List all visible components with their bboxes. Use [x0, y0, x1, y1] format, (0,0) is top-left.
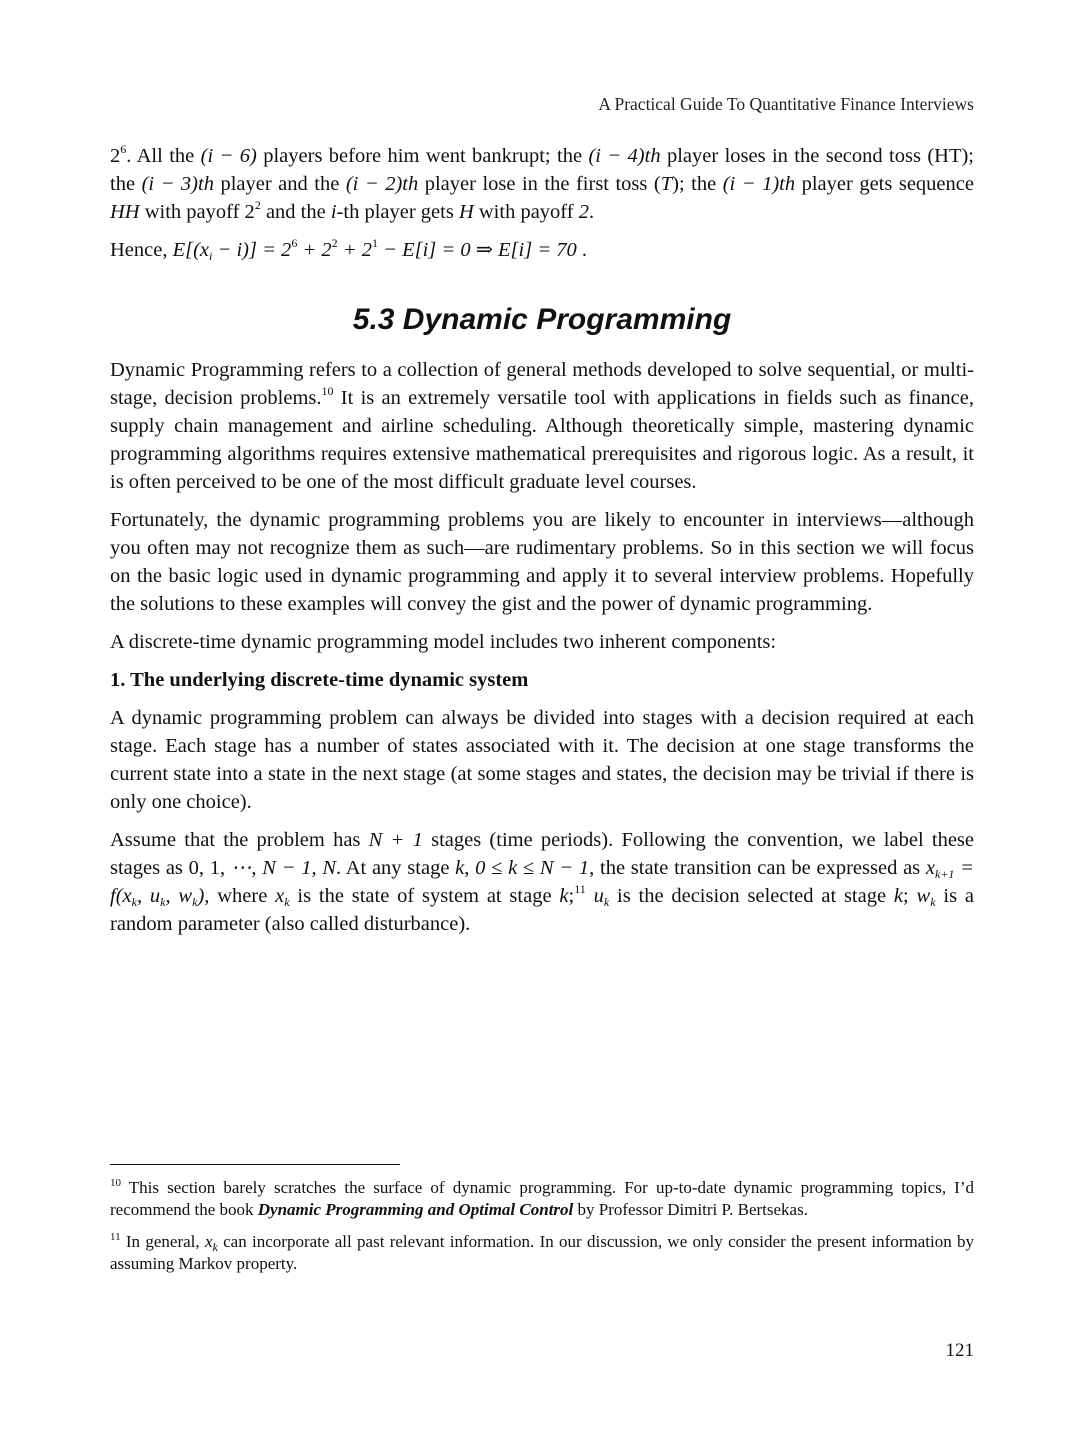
- superscript: 2: [254, 198, 261, 212]
- text: and the: [260, 201, 331, 223]
- math: T: [660, 173, 673, 195]
- text: 2: [110, 145, 121, 167]
- text: by Professor Dimitri P. Bertsekas.: [573, 1200, 808, 1219]
- text: Dynamic Programming refers to a collection of general methods developed to solve sequential, or multi-stage, decision problems.: [110, 359, 974, 409]
- subscript: k: [603, 895, 610, 909]
- text: Assume that the problem has: [110, 829, 369, 851]
- subscript: k: [212, 1240, 218, 1254]
- superscript: 1: [372, 236, 378, 250]
- text: players before him went bankrupt; the: [256, 145, 589, 167]
- math: w: [916, 885, 931, 907]
- footnote-number: 11: [110, 1231, 121, 1243]
- math: − E[i] = 0 ⇒ E[i] = 70: [378, 239, 577, 261]
- math: , w: [165, 885, 193, 907]
- interview-paragraph: Fortunately, the dynamic programming problems you are likely to encounter in interviews—although you often may not recognize them as such—are rudimentary problems. So in this section we will focus on the basic logic used in dynamic programming and apply it to several interview problems. Hopefully the solutions to these examples will convey the gist and the power of dynamic programming.: [110, 509, 974, 615]
- math: , u: [136, 885, 161, 907]
- superscript: 2: [331, 236, 338, 250]
- continuation-paragraph: [110, 142, 974, 226]
- text: player lose in the first toss (: [418, 173, 661, 195]
- running-header: A Practical Guide To Quantitative Finance Interviews: [598, 94, 974, 114]
- text: player gets sequence: [795, 173, 974, 195]
- math: E[(x: [172, 239, 210, 261]
- math: (i − 6): [200, 145, 257, 167]
- text: ;: [903, 885, 917, 907]
- math: N + 1: [368, 829, 423, 851]
- components-paragraph: A discrete-time dynamic programming model includes two inherent components:: [110, 631, 777, 653]
- text: is the state of system at stage: [289, 885, 560, 907]
- stages-paragraph: A dynamic programming problem can always be divided into stages with a decision required at each stage. Each stage has a number of states associated with it. The decision at one stage transforms the current state into a state in the next stage (at some stages and states, the decision may be trivial if there is only one choice).: [110, 707, 974, 813]
- page-number: 121: [945, 1340, 974, 1361]
- text: .: [576, 239, 588, 261]
- subscript: i: [209, 249, 213, 263]
- math: i: [330, 201, 337, 223]
- text: with payoff: [473, 201, 579, 223]
- math: 2: [578, 201, 589, 223]
- footnote-ref-11[interactable]: 11: [574, 882, 586, 896]
- math: (i − 1)th: [722, 173, 796, 195]
- page-content: [110, 142, 974, 948]
- math: ): [197, 885, 205, 907]
- math: (i − 4)th: [588, 145, 661, 167]
- math: 0 ≤ k ≤ N − 1: [475, 857, 590, 879]
- footnotes: [110, 1177, 974, 1285]
- text: ); the: [672, 173, 723, 195]
- math: x: [275, 885, 285, 907]
- text: It is an extremely versatile tool with applications in fields such as finance, supply chain management and airline scheduling. Although theoretically simple, mastering dynamic programming algorithms requires extensive mathematical prerequisites and rigorous logic. As a result, it is often perceived to be one of the most difficult graduate level courses.: [110, 387, 974, 493]
- text: ,: [464, 857, 476, 879]
- text: player and the: [213, 173, 346, 195]
- math: + 2: [297, 239, 332, 261]
- footnote-divider: [110, 1164, 400, 1165]
- math: x: [204, 1232, 213, 1251]
- footnote-number: 10: [110, 1177, 121, 1189]
- text: Hence,: [110, 239, 173, 261]
- text: , where: [204, 885, 276, 907]
- text: can incorporate all past relevant information. In our discussion, we only consider the present information by assuming Markov property.: [110, 1232, 975, 1273]
- intro-paragraph: [110, 356, 974, 496]
- text: . All the: [126, 145, 201, 167]
- math: ⋯, N − 1, N: [230, 857, 336, 879]
- subscript: k+1: [935, 867, 955, 881]
- text: This section barely scratches the surface of dynamic programming. For up-to-date dynamic programming topics, I’d recommend the book: [110, 1178, 974, 1219]
- subscript: k: [131, 895, 137, 909]
- math: u: [593, 885, 604, 907]
- subscript: k: [284, 895, 290, 909]
- math: x: [925, 857, 935, 879]
- text: , the state transition can be expressed as: [589, 857, 926, 879]
- superscript: 6: [120, 142, 127, 156]
- subscript: k: [192, 895, 198, 909]
- text: is a random parameter (also called disturbance).: [110, 885, 974, 935]
- math: = f(x: [110, 857, 975, 907]
- footnote-ref-10[interactable]: 10: [321, 384, 334, 398]
- superscript: 6: [291, 236, 298, 250]
- math: k: [559, 885, 569, 907]
- math: k: [893, 885, 904, 907]
- text: -th player gets: [336, 201, 459, 223]
- math: − i)] = 2: [212, 239, 292, 261]
- math: + 2: [337, 239, 372, 261]
- footnote-11: [110, 1231, 974, 1275]
- text: ;: [568, 885, 575, 907]
- footnote-10: [110, 1177, 974, 1221]
- subscript: k: [930, 895, 936, 909]
- text: .: [588, 201, 595, 223]
- text: stages (time periods). Following the convention, we label these stages as 0, 1,: [110, 829, 975, 879]
- subscript: k: [160, 895, 166, 909]
- expectation-equation: [110, 236, 974, 264]
- text: . At any stage: [336, 857, 456, 879]
- math: H: [458, 201, 474, 223]
- text: player loses in the second toss (HT); the: [110, 145, 974, 195]
- text: In general,: [120, 1232, 205, 1251]
- math: (i − 2)th: [345, 173, 419, 195]
- math: (i − 3)th: [141, 173, 214, 195]
- state-transition-paragraph: [110, 826, 974, 938]
- component-heading: 1. The underlying discrete-time dynamic system: [110, 669, 529, 691]
- math: HH: [110, 201, 140, 223]
- book-title: Dynamic Programming and Optimal Control: [257, 1200, 574, 1219]
- math: k: [455, 857, 465, 879]
- text: with payoff 2: [139, 201, 255, 223]
- text: is the decision selected at stage: [609, 885, 894, 907]
- section-title: 5.3 Dynamic Programming: [352, 303, 732, 336]
